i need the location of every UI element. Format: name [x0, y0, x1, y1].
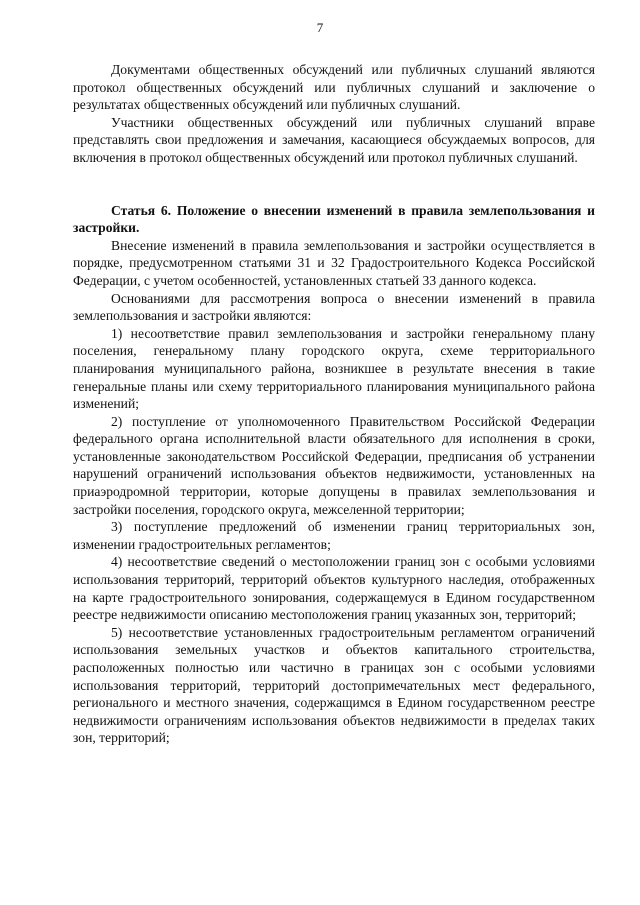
list-item-2: 2) поступление от уполномоченного Правительством Российской Федерации федерального органа исполнительной власти обязательного для исполнения в сроки, установленные законодательством Российской Федерации, предписания об устранении нарушений ограничений использования объектов недвижимости, установленных на приаэродромной территории, которые допущены в правилах землепользования и застройки поселения, городского округа, межселенной территории;	[73, 413, 595, 517]
paragraph-grounds-intro: Основаниями для рассмотрения вопроса о внесении изменений в правила землепользования и застройки являются:	[73, 290, 595, 324]
paragraph-amendment-procedure: Внесение изменений в правила землепользования и застройки осуществляется в порядке, предусмотренном статьями 31 и 32 Градостроительного Кодекса Российской Федерации, с учетом особенностей, установленных статьей 33 данного кодекса.	[73, 237, 595, 288]
list-item-1: 1) несоответствие правил землепользования и застройки генеральному плану поселения, генеральному плану городского округа, схеме территориального планирования муниципального района, возникшее в результате внесения в такие генеральные планы или схему территориального планирования муниципального района изменений;	[73, 325, 595, 412]
paragraph-participants: Участники общественных обсуждений или публичных слушаний вправе представлять свои предложения и замечания, касающиеся обсуждаемых вопросов, для включения в протокол общественных обсуждений или протокол публичных слушаний.	[73, 114, 595, 165]
article-heading: Статья 6. Положение о внесении изменений в правила землепользования и застройки.	[73, 202, 595, 236]
paragraph-documents: Документами общественных обсуждений или публичных слушаний являются протокол общественных обсуждений или публичных слушаний и заключение о результатах общественных обсуждений или публичных слушаний.	[73, 62, 595, 113]
page-number: 7	[316, 20, 324, 35]
list-item-5: 5) несоответствие установленных градостроительным регламентом ограничений использования земельных участков и объектов капитального строительства, расположенных полностью или частично в границах зон с особыми условиями использования территорий, территорий достопримечательных мест федерального, регионального и местного значения, содержащимся в Едином государственном реестре недвижимости ограничениям использования объектов недвижимости в пределах таких зон, территорий;	[73, 624, 595, 746]
page-content	[73, 61, 595, 747]
list-item-4: 4) несоответствие сведений о местоположении границ зон с особыми условиями использования территорий, территорий объектов культурного наследия, отображенных на карте градостроительного зонирования, содержащемуся в Едином государственном реестре недвижимости описанию местоположения границ указанных зон, территорий;	[73, 554, 595, 623]
list-item-3: 3) поступление предложений об изменении границ территориальных зон, изменении градостроительных регламентов;	[73, 519, 595, 552]
